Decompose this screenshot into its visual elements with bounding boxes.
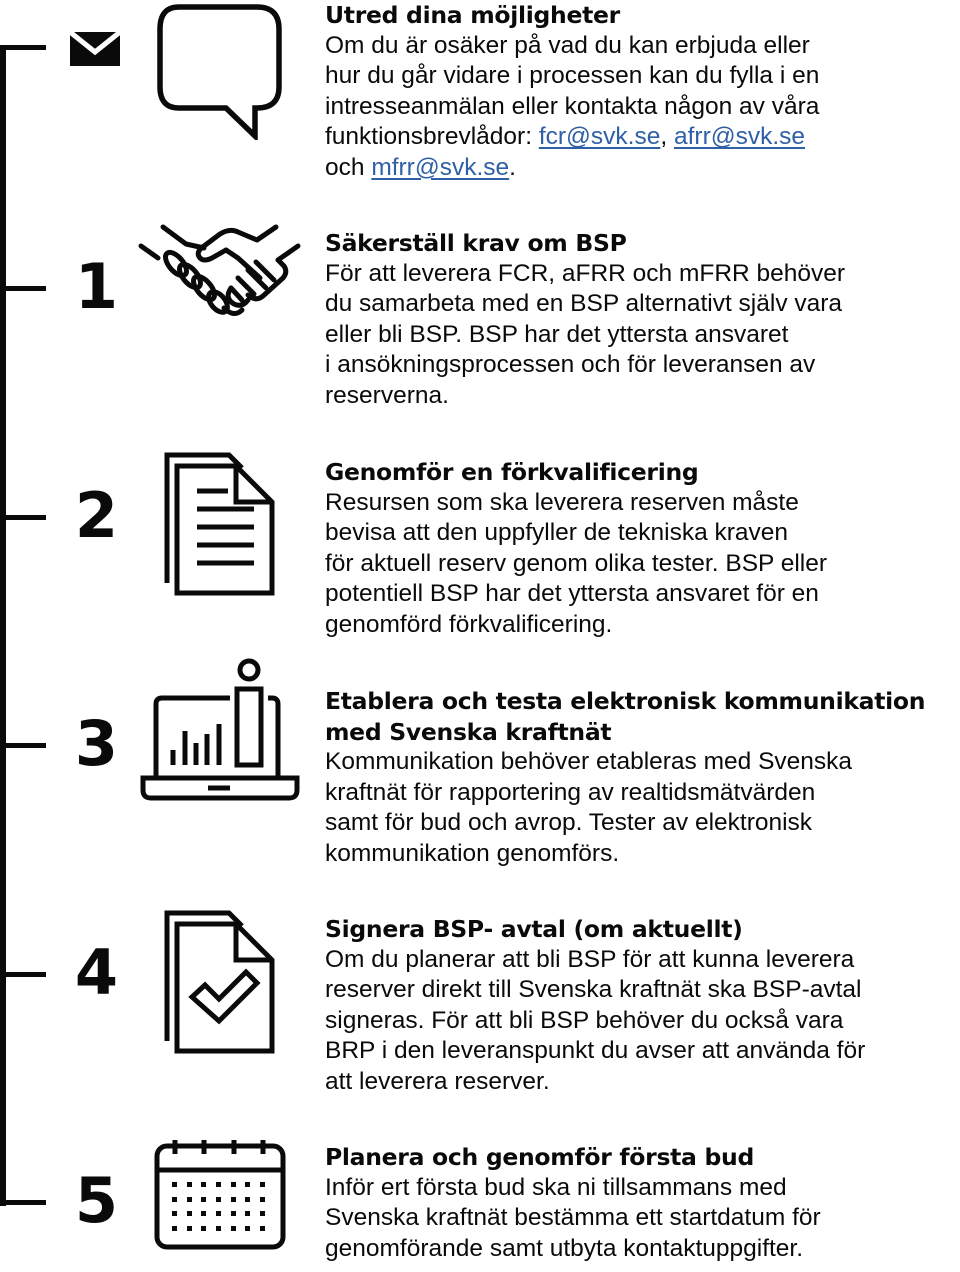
body-line: att leverera reserver.: [325, 1067, 550, 1095]
body-line: [325, 153, 945, 184]
body-text: ,: [660, 123, 674, 151]
body-line: reserver direkt till Svenska kraftnät ska BSP-avtal: [325, 976, 862, 1004]
step-number-1: 1: [74, 250, 118, 323]
body-line: Resursen som ska leverera reserven måste: [325, 488, 799, 516]
body-line: i ansökningsprocessen och för leveransen av: [325, 351, 816, 379]
body-line: Om du är osäker på vad du kan erbjuda eller: [325, 31, 810, 59]
step-4-body: [325, 945, 945, 1098]
body-line: Inför ert första bud ska ni tillsammans med: [325, 1173, 787, 1201]
timeline-tick-2: [0, 515, 46, 520]
timeline-tick-intro: [0, 45, 46, 50]
body-line: [325, 122, 945, 153]
step-number-5: 5: [74, 1164, 118, 1237]
signed-document-icon: [164, 910, 276, 1056]
title-line: Etablera och testa elektronisk kommunikation: [325, 687, 926, 715]
body-line: potentiell BSP har det yttersta ansvaret för en: [325, 580, 819, 608]
body-line: eller bli BSP. BSP har det yttersta ansvaret: [325, 320, 789, 348]
intro-text: [325, 0, 945, 183]
afrr-email-link[interactable]: afrr@svk.se: [673, 123, 806, 151]
body-line: hur du går vidare i processen kan du fylla i en: [325, 62, 820, 90]
body-line: du samarbeta med en BSP alternativt själv vara: [325, 290, 843, 318]
body-line: genomförd förkvalificering.: [325, 610, 613, 638]
handshake-icon: [138, 222, 302, 334]
body-line: samt för bud och avrop. Tester av elektronisk: [325, 809, 813, 837]
step-4-title: Signera BSP- avtal (om aktuellt): [325, 915, 743, 943]
laptop-chart-icon: [140, 658, 300, 804]
step-2-body: [325, 488, 945, 641]
body-line: för aktuell reserv genom olika tester. BSP eller: [325, 549, 828, 577]
body-line: signeras. För att bli BSP behöver du också vara: [325, 1006, 844, 1034]
body-line: reserverna.: [325, 381, 449, 409]
step-5-title: Planera och genomför första bud: [325, 1143, 754, 1171]
body-line: Om du planerar att bli BSP för att kunna leverera: [325, 945, 855, 973]
timeline-tick-1: [0, 286, 46, 291]
step-number-2: 2: [74, 479, 118, 552]
documents-icon: [164, 452, 276, 598]
step-5-text: [325, 1142, 945, 1264]
body-line: bevisa att den uppfyller de tekniska kraven: [325, 519, 789, 547]
fcr-email-link[interactable]: fcr@svk.se: [538, 123, 661, 151]
body-text: och: [325, 153, 372, 181]
step-3-text: [325, 686, 945, 869]
timeline-line: [0, 45, 6, 1206]
step-2-title: Genomför en förkvalificering: [325, 458, 699, 486]
speech-bubble-icon: [157, 4, 283, 140]
body-line: intresseanmälan eller kontakta någon av våra: [325, 92, 820, 120]
step-1-text: [325, 228, 945, 411]
intro-body: [325, 31, 945, 184]
timeline-tick-5: [0, 1200, 46, 1205]
body-line: Svenska kraftnät bestämma ett startdatum för: [325, 1204, 821, 1232]
step-number-4: 4: [74, 936, 118, 1009]
body-line: BRP i den leveranspunkt du avser att använda för: [325, 1037, 866, 1065]
body-line: kommunikation genomförs.: [325, 839, 620, 867]
mfrr-email-link[interactable]: mfrr@svk.se: [371, 153, 510, 181]
calendar-icon: [154, 1138, 286, 1250]
step-number-3: 3: [74, 707, 118, 780]
body-line: genomförande samt utbyta kontaktuppgifter.: [325, 1234, 804, 1262]
step-3-body: [325, 747, 945, 869]
body-line: kraftnät för rapportering av realtidsmätvärden: [325, 778, 816, 806]
timeline-tick-4: [0, 972, 46, 977]
step-5-body: [325, 1173, 945, 1265]
title-line: med Svenska kraftnät: [325, 717, 612, 746]
step-1-title: Säkerställ krav om BSP: [325, 229, 627, 257]
intro-title: Utred dina möjligheter: [325, 1, 620, 29]
step-4-text: [325, 914, 945, 1097]
body-text: .: [509, 153, 516, 181]
body-line: Kommunikation behöver etableras med Svenska: [325, 748, 853, 775]
timeline-tick-3: [0, 743, 46, 748]
step-1-body: [325, 259, 945, 412]
envelope-icon: [70, 30, 120, 66]
step-3-title: [325, 686, 945, 747]
step-2-text: [325, 457, 945, 640]
body-text: funktionsbrevlådor:: [325, 123, 539, 151]
body-line: För att leverera FCR, aFRR och mFRR behöver: [325, 259, 846, 287]
